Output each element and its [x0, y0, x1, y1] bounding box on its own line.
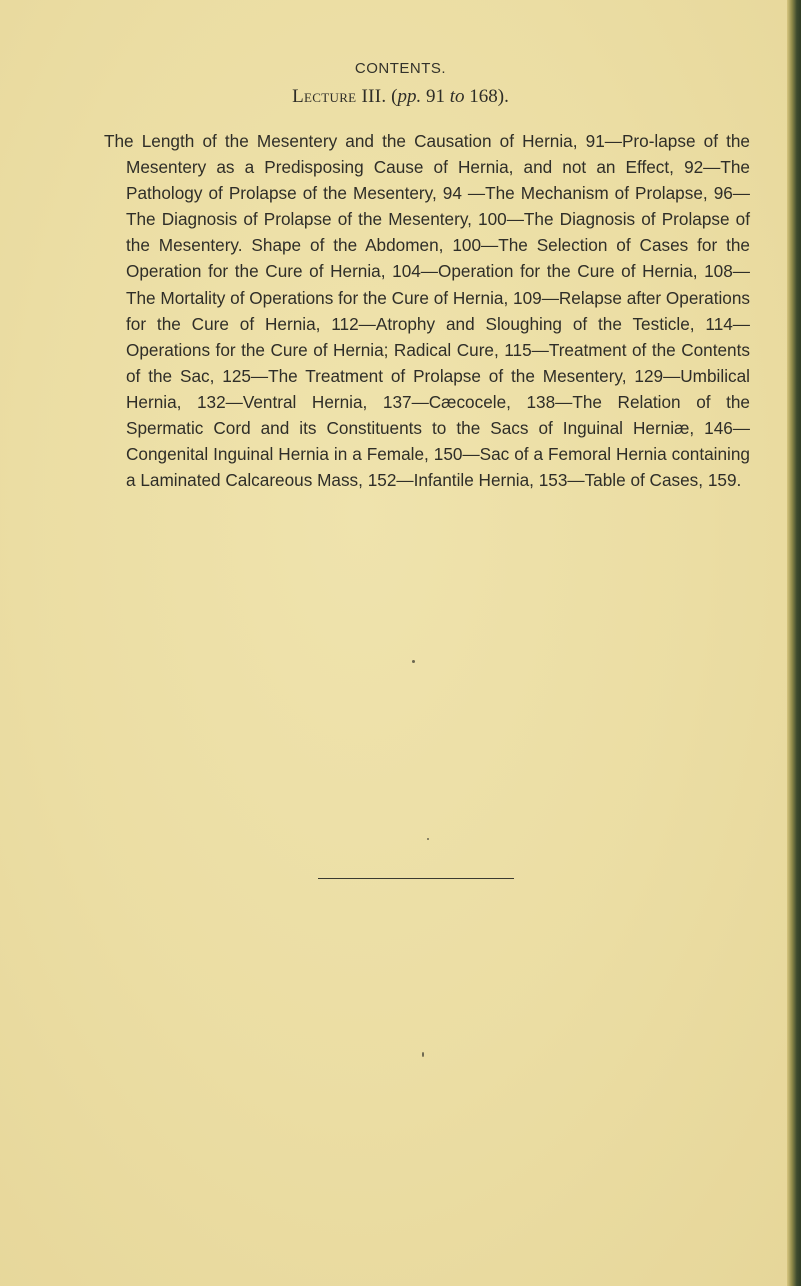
range-pp: pp. [397, 86, 422, 107]
range-to-word: to [449, 86, 465, 107]
range-open: ( [391, 86, 398, 107]
paper-speck [422, 1052, 424, 1057]
page-range [391, 86, 509, 107]
lecture-label: Lecture III. [292, 86, 387, 107]
lecture-summary: The Length of the Mesentery and the Causation of Hernia, 91—Pro-lapse of the Mesentery as a Predisposing Cause of Hernia, and not an Effect, 92—The Pathology of Prolapse of the Mesentery, 94 —The Mechanism of Prolapse, 96—The Diagnosis of Prolapse of the Mesentery, 100—The Diagnosis of Prolapse of the Mesentery. Shape of the Abdomen, 100—The Selection of Cases for the Operation for the Cure of Hernia, 104—Operation for the Cure of Hernia, 108—The Mortality of Operations for the Cure of Hernia, 109—Relapse after Operations for the Cure of Hernia, 112—Atrophy and Sloughing of the Testicle, 114—Operations for the Cure of Hernia; Radical Cure, 115—Treatment of the Contents of the Sac, 125—The Treatment of Prolapse of the Mesentery, 129—Umbilical Hernia, 132—Ventral Hernia, 137—Cæcocele, 138—The Relation of the Spermatic Cord and its Constituents to the Sacs of Inguinal Herniæ, 146—Congenital Inguinal Hernia in a Female, 150—Sac of a Femoral Hernia containing a Laminated Calcareous Mass, 152—Infantile Hernia, 153—Table of Cases, 159. [104, 131, 750, 491]
range-to: 168). [464, 86, 509, 107]
page-edge-shadow [787, 0, 801, 1286]
lecture-heading [0, 86, 801, 108]
running-head: CONTENTS. [354, 60, 447, 77]
section-divider [318, 878, 514, 879]
range-from: 91 [421, 86, 450, 107]
paper-speck [412, 660, 415, 663]
paper-speck [427, 838, 429, 840]
